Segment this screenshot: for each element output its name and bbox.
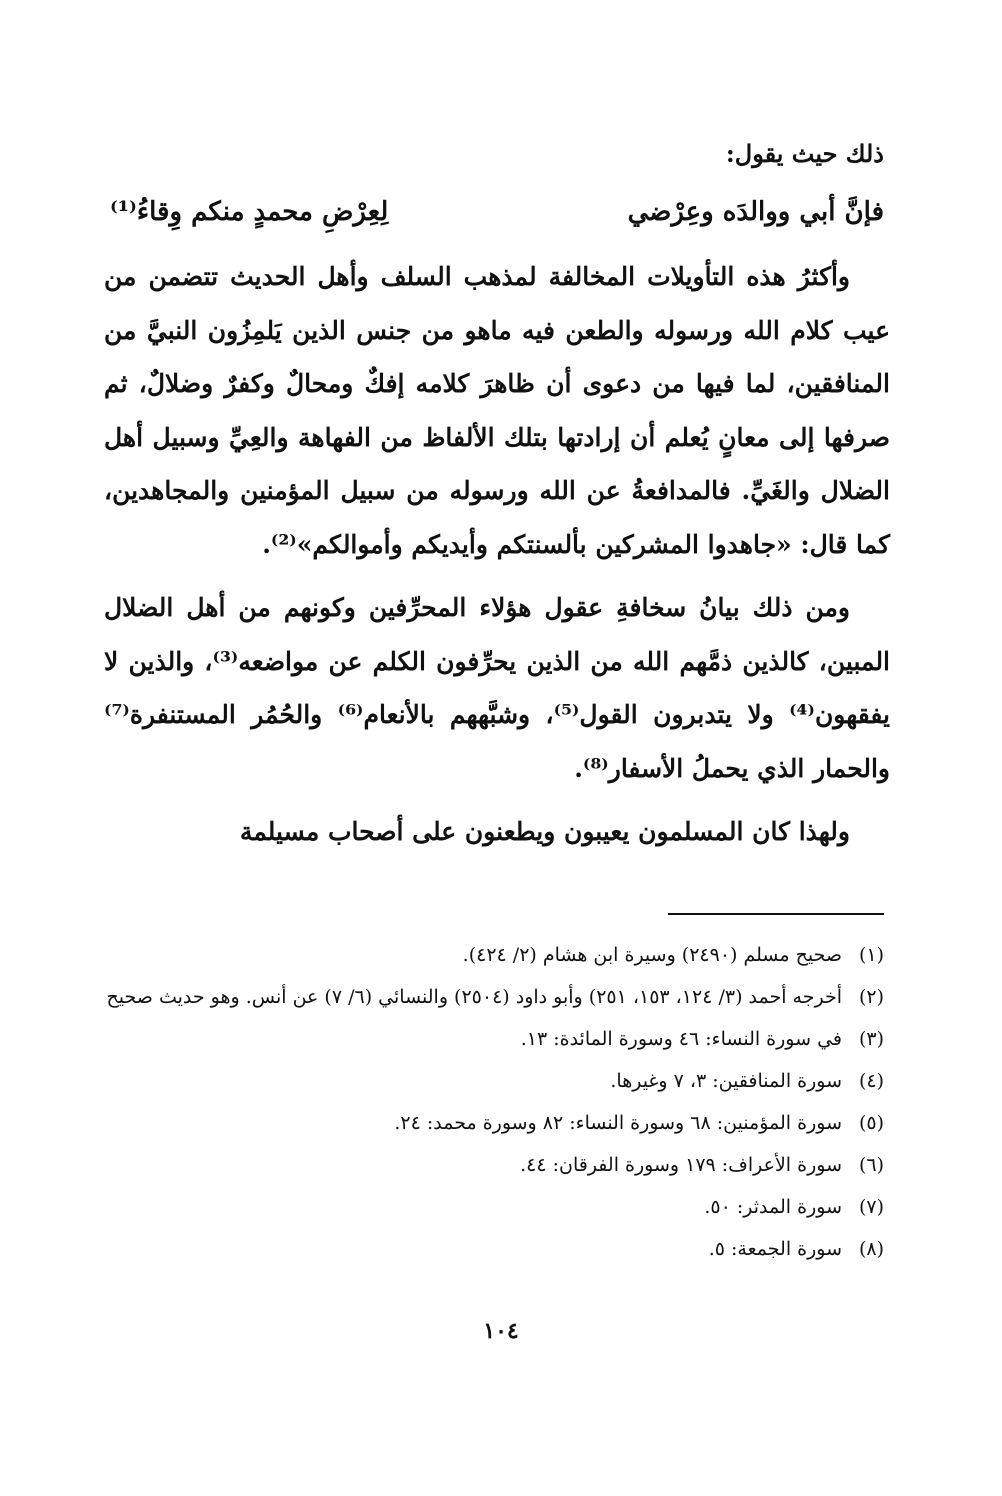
- footnote-item: [104, 1186, 884, 1228]
- verse-first-hemistich: فإنَّ أبي ووالدَه وعِرْضي: [627, 197, 884, 227]
- footnote-number: (٥): [858, 1112, 884, 1134]
- footnote-text: سورة المدثر: ٥٠.: [704, 1196, 842, 1218]
- footnote-text: سورة الأعراف: ١٧٩ وسورة الفرقان: ٤٤.: [520, 1154, 842, 1176]
- footnote-item: [104, 976, 884, 1018]
- intro-line: ذلك حيث يقول:: [725, 139, 884, 168]
- footnote-number: (٧): [858, 1196, 884, 1218]
- paragraph: ومن ذلك بيانُ سخافةِ عقول هؤلاء المحرِّفين وكونهم من أهل الضلال المبين، كالذين ذمَّهم الله من الذين يحرِّفون الكلم عن مواضعه⁽³⁾، والذين لا يفقهون⁽⁴⁾ ولا يتدبرون القول⁽⁵⁾، وشبَّههم بالأنعام⁽⁶⁾ والحُمُر المستنفرة⁽⁷⁾ والحمار الذي يحملُ الأسفار⁽⁸⁾.: [104, 593, 891, 783]
- footnote-item: [104, 1144, 884, 1186]
- footnote-text: في سورة النساء: ٤٦ وسورة المائدة: ١٣.: [520, 1028, 842, 1050]
- poem-verse: [110, 188, 884, 236]
- footnote-item: [104, 1228, 884, 1270]
- footnote-text: صحيح مسلم (٢٤٩٠) وسيرة ابن هشام (٢/ ٤٢٤).: [462, 944, 842, 966]
- footnote-number: (٢): [858, 986, 884, 1008]
- main-text: [104, 250, 890, 869]
- footnote-item: [104, 1018, 884, 1060]
- paragraph: ولهذا كان المسلمون يعيبون ويطعنون على أصحاب مسيلمة: [239, 817, 850, 846]
- footnote-text: سورة المنافقين: ٣، ٧ وغيرها.: [610, 1070, 842, 1092]
- footnote-text: أخرجه أحمد (٣/ ١٢٤، ١٥٣، ٢٥١) وأبو داود (٢٥٠٤) والنسائي (٦/ ٧) عن أنس. وهو حديث صحيح: [106, 986, 842, 1008]
- page-number: ١٠٤: [483, 1318, 519, 1344]
- footnote-separator: [668, 913, 884, 915]
- paragraph: وأكثرُ هذه التأويلات المخالفة لمذهب السلف وأهل الحديث تتضمن من عيب كلام الله ورسوله والطعن فيه ماهو من جنس الذين يَلمِزُون النبيَّ من المنافقين، لما فيها من دعوى أن ظاهرَ كلامه إفكٌ ومحالٌ وكفرٌ وضلالٌ، ثم صرفها إلى معانٍ يُعلم أن إرادتها بتلك الألفاظ من الفهاهة والعِيِّ وسبيل أهل الضلال والغَيِّ. فالمدافعةُ عن الله ورسوله من سبيل المؤمنين والمجاهدين، كما قال: «جاهدوا المشركين بألسنتكم وأيديكم وأموالكم»⁽²⁾.: [104, 262, 890, 559]
- footnote-item: [104, 1060, 884, 1102]
- footnote-number: (٤): [858, 1070, 884, 1092]
- footnote-item: [104, 934, 884, 976]
- footnote-number: (٣): [858, 1028, 884, 1050]
- footnotes: [104, 934, 884, 1270]
- verse-second-hemistich: لِعِرْضِ محمدٍ منكم وِقاءُ⁽¹⁾: [110, 197, 389, 227]
- footnote-number: (١): [858, 944, 884, 966]
- footnote-text: سورة الجمعة: ٥.: [708, 1238, 842, 1260]
- footnote-text: سورة المؤمنين: ٦٨ وسورة النساء: ٨٢ وسورة محمد: ٢٤.: [394, 1112, 842, 1134]
- footnote-item: [104, 1102, 884, 1144]
- footnote-number: (٦): [858, 1154, 884, 1176]
- footnote-number: (٨): [858, 1238, 884, 1260]
